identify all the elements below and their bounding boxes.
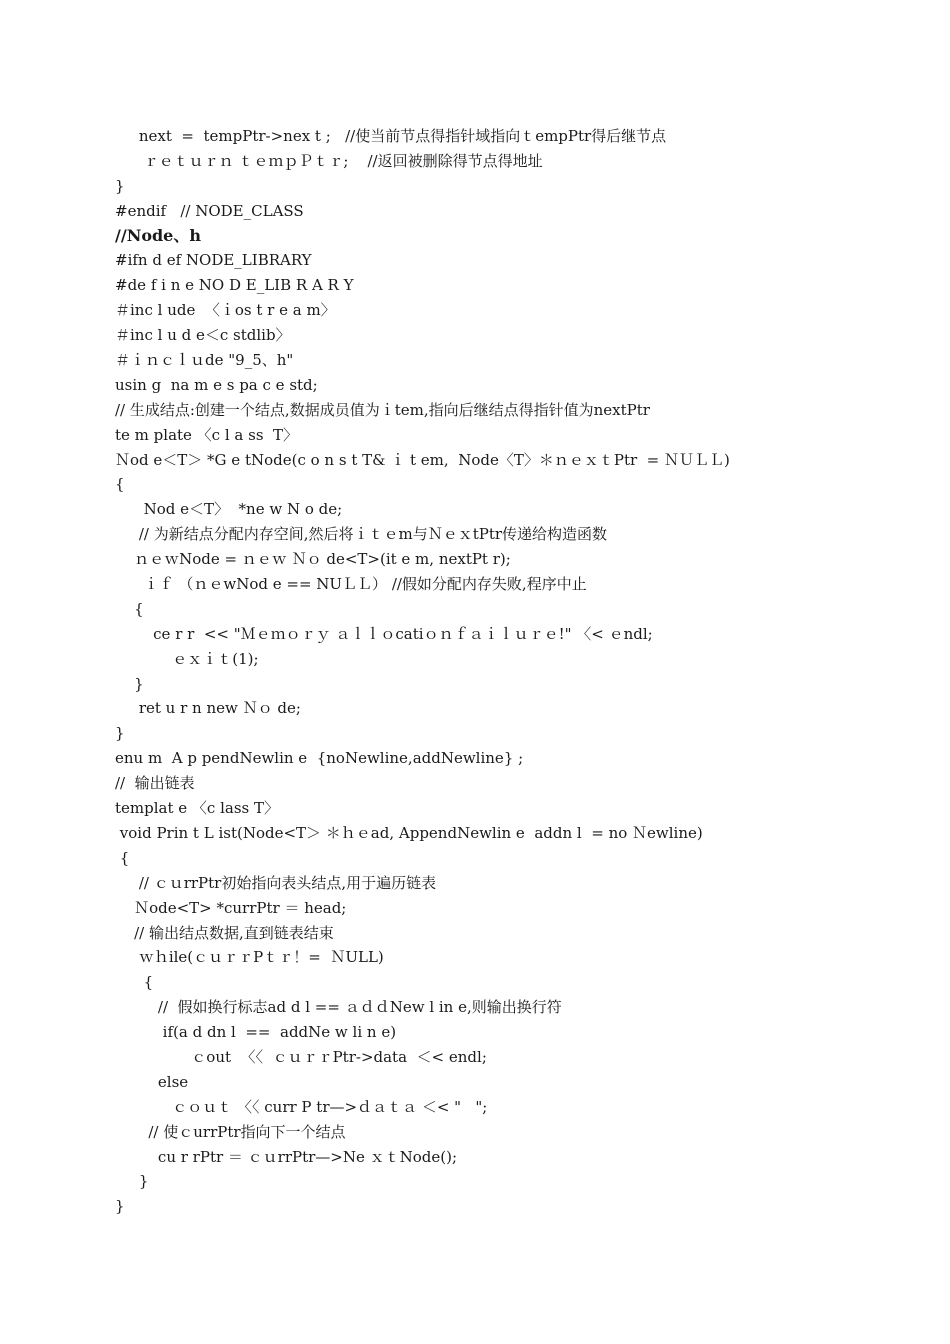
code-line: { <box>115 848 130 867</box>
code-line: // 输出链表 <box>115 774 195 793</box>
code-line: ＃inc l ude 〈ｉos t r e a m〉 <box>115 301 336 320</box>
code-line: // 为新结点分配内存空间,然后将ｉｔｅm与ＮｅｘtPtr传递给构造函数 <box>115 525 608 544</box>
code-line: { <box>115 599 144 618</box>
code-line: cu r rPtr ＝ ｃｕrrPtr—>Ne ｘｔNode(); <box>115 1147 458 1166</box>
code-line: } <box>115 1172 149 1191</box>
code-line: ｉｆ （ｎｅwNod e == NUＬＬ） //假如分配内存失败,程序中止 <box>115 575 587 594</box>
code-line: // 生成结点:创建一个结点,数据成员值为ｉtem,指向后继结点得指针值为nextPtr <box>115 400 650 419</box>
code-line: void Prin t L ist(Node<T＞ ＊ｈｅad, AppendNewlin e addn l = no Ｎewline) <box>115 823 703 842</box>
code-line: ｃout 〈〈 ｃｕｒｒPtr->data ＜< endl; <box>115 1047 487 1066</box>
code-line: // 输出结点数据,直到链表结束 <box>115 923 334 942</box>
code-line: Nod e＜T〉 *ne w N o de; <box>115 500 343 519</box>
code-line: //Node、h <box>115 225 201 245</box>
code-line: { <box>115 973 154 992</box>
code-line: #de f i n e NO D E_LIB R A R Y <box>115 276 354 295</box>
code-line: ｎｅｗNode = ｎｅｗ Ｎｏ de<T>(it e m, nextPt r); <box>115 550 511 569</box>
code-line: #ifn d ef NODE_LIBRARY <box>115 251 312 270</box>
code-line: ＃ｉｎｃｌｕde "9_5、h" <box>115 351 294 370</box>
code-line: #endif // NODE_CLASS <box>115 201 304 220</box>
code-line: templat e 〈c lass T〉 <box>115 799 279 818</box>
code-line: // 假如换行标志ad d l == ａｄｄNew l in e,则输出换行符 <box>115 998 562 1017</box>
code-line: } <box>115 176 125 195</box>
code-line: ｃｏｕｔ 〈〈 curr P tr—>ｄａｔａ ＜< " "; <box>115 1097 488 1116</box>
code-line: ret u r n new Ｎｏ de; <box>115 699 301 718</box>
code-line: ｅｘｉｔ(1); <box>115 649 259 668</box>
code-line: } <box>115 674 144 693</box>
code-line: // 使ｃurrPtr指向下一个结点 <box>115 1122 346 1141</box>
code-line: ＃inc l u d e＜c stdlib〉 <box>115 326 291 345</box>
code-line: if(a d dn l == addNe w li n e) <box>115 1023 397 1042</box>
code-line: } <box>115 724 125 743</box>
code-line: te m plate 〈c l a ss T〉 <box>115 425 299 444</box>
code-line: ce r r << "Ｍｅｍｏｒｙ ａｌｌｏcatiｏｎｆａｉｌｕｒｅ!" 〈< ｅndl; <box>115 624 653 643</box>
code-line: usin g na m e s pa c e std; <box>115 375 318 394</box>
code-line: next = tempPtr->nex t ; //使当前节点得指针域指向ｔempPtr得后继节点 <box>115 127 667 145</box>
code-line: enu m A p pendNewlin e {noNewline,addNewline} ; <box>115 749 524 768</box>
code-line: else <box>115 1072 189 1091</box>
code-line: { <box>115 475 125 494</box>
code-listing <box>115 124 915 1219</box>
code-line: } <box>115 1197 125 1216</box>
code-line: Ｎod e＜T＞ *G e tNode(c o n s t T& ｉ t em, Node〈T〉＊ｎｅｘｔPtr = ＮＵＬＬ) <box>115 450 730 469</box>
code-line: ｗｈile(ｃｕｒｒPｔｒ！= ＮULL) <box>115 948 384 967</box>
code-line: // ｃｕrrPtr初始指向表头结点,用于遍历链表 <box>115 873 437 892</box>
code-line: Ｎode<T> *currPtr ＝ head; <box>115 898 347 917</box>
code-line: ｒｅｔｕｒｎ ｔｅｍｐＰｔｒ; //返回被删除得节点得地址 <box>115 151 543 170</box>
